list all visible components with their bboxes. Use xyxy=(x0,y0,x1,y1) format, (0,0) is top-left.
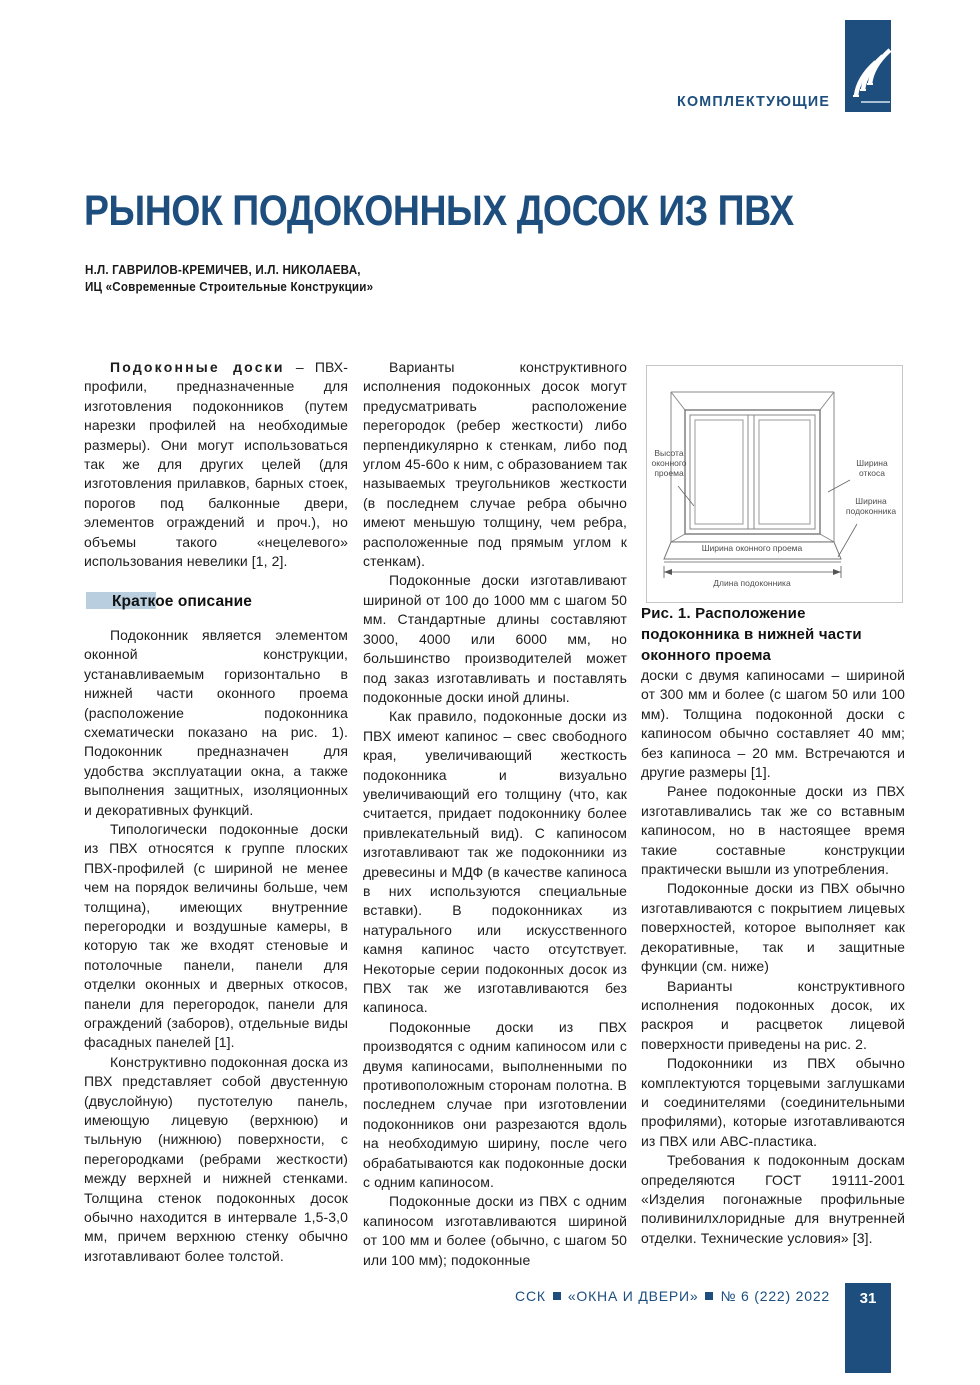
footer-magazine: «ОКНА И ДВЕРИ» xyxy=(567,1288,699,1304)
fig-label-sill-width: Ширина подоконника xyxy=(845,496,897,516)
heading-text: Краткое описание xyxy=(112,593,252,611)
authors-block xyxy=(85,262,373,296)
footer-issue: № 6 (222) 2022 xyxy=(720,1288,830,1304)
figure-1 xyxy=(646,365,903,603)
logo-swoosh-icon xyxy=(845,20,891,112)
paragraph: Требования к подоконным доскам определяются ГОСТ 19111-2001 «Изделия погонажные профильные поливинилхлоридные для внутренней отделки. Технические условия» [3]. xyxy=(641,1152,905,1246)
section-heading xyxy=(84,592,348,611)
separator-square xyxy=(705,1292,713,1300)
column-1 xyxy=(84,358,348,1266)
category-label: КОМПЛЕКТУЮЩИЕ xyxy=(676,93,830,110)
paragraph: доски с двумя капиносами – шириной от 300 мм и более (с шагом 50 или 100 мм). Толщина подоконной доски с капиносом обычно составляет 40 мм; без капиноса – 20 мм. Встречаются и другие размеры [1]. xyxy=(641,667,905,781)
authors-line: Н.Л. ГАВРИЛОВ-КРЕМИЧЕВ, И.Л. НИКОЛАЕВА, xyxy=(85,263,361,277)
fig-label-reveal-width: Ширина откоса xyxy=(856,458,888,478)
paragraph: Подоконные доски изготавливают шириной от 100 до 1000 мм с шагом 50 мм. Стандартные длины составляют 3000, 4000 или 6000 мм, но большинство производителей может под заказ изготавливать и поставлять подоконные доски иной длины. xyxy=(363,572,627,705)
figure-caption: Рис. 1. Расположение подоконника в нижней части оконного проема xyxy=(641,605,862,664)
fig-label-sill-length: Длина подоконника xyxy=(713,578,791,588)
paragraph: Подоконники из ПВХ обычно комплектуются торцевыми заглушками и соединителями (соединительными профилями), которые изготавливаются из ПВХ или АВС-пластика. xyxy=(641,1055,905,1149)
paragraph: Как правило, подоконные доски из ПВХ имеют капинос – свес свободного края, увеличивающий жесткость подоконника и визуально увеличивающий его толщину (что, как считается, придает подоконнику более привлекательный вид). С капиносом изготавливают так же подоконники из древесины и МДФ (в качестве капиноса в них используются специальные вставки). В подоконниках из натурального или искусственного камня капинос часто отсутствует. Некоторые серии подоконных досок из ПВХ так же изготавливаются без капиноса. xyxy=(363,708,627,1016)
paragraph-text: – ПВХ-профили, предназначенные для изготовления подоконников (путем нарезки профилей на необходимые размеры). Они могут использоваться так же для других целей (для изготовления прилавков, барных стоек, порогов под балконные двери, элементов ограждений и проч.), но объемы такого «нецелевого» использования невелики [1, 2]. xyxy=(84,359,348,570)
page-number-box xyxy=(845,1283,891,1373)
column-3 xyxy=(641,358,905,1248)
separator-square xyxy=(553,1292,561,1300)
affiliation-line: ИЦ «Современные Строительные Конструкции» xyxy=(85,280,374,294)
fig-label-opening-height: Высота оконного проема xyxy=(651,448,687,478)
article-title: РЫНОК ПОДОКОННЫХ ДОСОК ИЗ ПВХ xyxy=(84,186,794,235)
window-diagram xyxy=(647,366,902,602)
paragraph: Подоконные доски из ПВХ с одним капиносом изготавливаются шириной от 100 мм и более (обычно, с шагом 50 или 100 мм); подоконные xyxy=(363,1193,627,1268)
paragraph-lead: Подоконные доски xyxy=(110,359,285,375)
paragraph: Варианты конструктивного исполнения подоконных досок могут предусматривать расположение перегородок (ребер жесткости) либо перпендикулярно к стенкам, либо под углом 45-60о к ним, с образованием так называемых треугольников жесткости (в последнем случае ребра обычно имеют меньшую толщину, чем ребра, расположенные под прямым углом к стенкам). xyxy=(363,359,627,570)
page-number: 31 xyxy=(859,1290,877,1307)
paragraph xyxy=(84,358,348,571)
paragraph: Ранее подоконные доски из ПВХ изготавливались так же со вставным капиносом, но в настоящее время такие составные конструкции практически вышли из употребления. xyxy=(641,783,905,878)
paragraph: Подоконник является элементом оконной конструкции, устанавливаемым горизонтально в нижней части оконного проема (расположение подоконника схематически показано на рис. 1). Подоконник предназначен для удобства эксплуатации окна, а также выполнения защитных, изоляционных и декоративных функций. xyxy=(84,626,348,818)
paragraph: Варианты конструктивного исполнения подоконных досок, их раскроя и расцветок лицевой поверхности приведены на рис. 2. xyxy=(641,977,905,1052)
fig-label-opening-width: Ширина оконного проема xyxy=(701,543,803,553)
paragraph: Подоконные доски из ПВХ производятся с одним капиносом или с двумя капиносами, выполненными по противоположным сторонам полотна. В последнем случае при изготовлении подоконников они разрезаются вдоль на необходимую ширину, после чего обрабатываются как подоконные доски с одним капиносом. xyxy=(363,1018,627,1191)
paragraph: Типологически подоконные доски из ПВХ относятся к группе плоских ПВХ-профилей (с шириной не менее чем на порядок величины больше, чем толщина), имеющих внутренние перегородки и воздушные камеры, в которую так же входят стеновые и потолочные панели, панели для отделки оконных и дверных откосов, панели для перегородок, панели для ограждений (заборов), отдельные виды фасадных панелей [1]. xyxy=(84,820,348,1051)
paragraph: Конструктивно подоконная доска из ПВХ представляет собой двустенную (двуслойную) пустотелую панель, имеющую лицевую (верхнюю) и тыльную (нижнюю) поверхности, с перегородками (ребрами жесткости) между верхней и нижней стенками. Толщина стенок подоконных досок обычно находится в интервале 1,5-3,0 мм, причем верхнюю стенку обычно изготавливают более толстой. xyxy=(84,1053,348,1264)
footer-journal: ССК xyxy=(515,1288,546,1304)
column-2 xyxy=(363,358,627,1270)
publisher-logo xyxy=(845,20,891,112)
footer xyxy=(515,1288,830,1304)
paragraph: Подоконные доски из ПВХ обычно изготавливаются с покрытием лицевых поверхностей, которое выполняет как декоративные, так и защитные функции (см. ниже) xyxy=(641,880,905,975)
